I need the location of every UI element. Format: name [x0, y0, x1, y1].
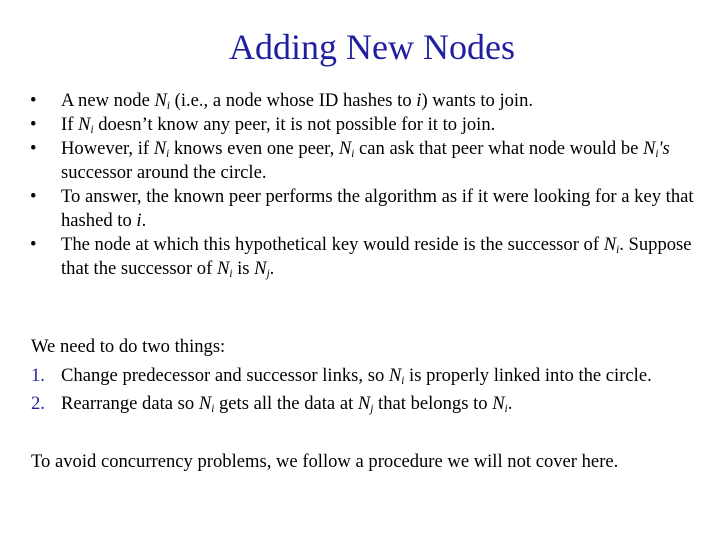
closing-paragraph: To avoid concurrency problems, we follow a procedure we will not cover here.	[31, 451, 619, 472]
bullet-marker: •	[30, 138, 37, 159]
numbered-list	[31, 362, 711, 418]
bullet-marker: •	[30, 114, 37, 135]
step-text: Rearrange data so $N_i$ gets all the data at $N_j$ that belongs to $N_i$.	[61, 393, 513, 415]
step-number: 1.	[31, 365, 45, 386]
slide-title: Adding New Nodes	[229, 27, 515, 67]
step-text: Change predecessor and successor links, so $N_i$ is properly linked into the circle.	[61, 365, 652, 387]
step-item	[31, 390, 711, 418]
bullet-text: To answer, the known peer performs the algorithm as if it were looking for a key that hashed to i.	[61, 186, 694, 231]
bullet-item	[30, 233, 710, 281]
bullet-item	[30, 89, 710, 113]
bullet-item	[30, 113, 710, 137]
bullet-text: The node at which this hypothetical key would reside is the successor of $N_i$. Suppose that the successor of $N_i$ is $N_j$.	[61, 234, 692, 280]
bullet-marker: •	[30, 234, 37, 255]
bullet-text: A new node $N_i$ (i.e., a node whose ID hashes to i) wants to join.	[61, 90, 534, 112]
bullet-item	[30, 185, 710, 233]
bullet-item	[30, 137, 710, 185]
step-number: 2.	[31, 393, 45, 414]
bullet-marker: •	[30, 90, 37, 111]
bullet-list	[30, 89, 710, 281]
intro-paragraph: We need to do two things:	[31, 336, 226, 357]
bullet-marker: •	[30, 186, 37, 207]
bullet-text: If $N_i$ doesn’t know any peer, it is not possible for it to join.	[61, 114, 496, 136]
bullet-text: However, if $N_i$ knows even one peer, $N_i$ can ask that peer what node would be $N_i's$ successor around the circle.	[61, 138, 670, 183]
step-item	[31, 362, 711, 390]
